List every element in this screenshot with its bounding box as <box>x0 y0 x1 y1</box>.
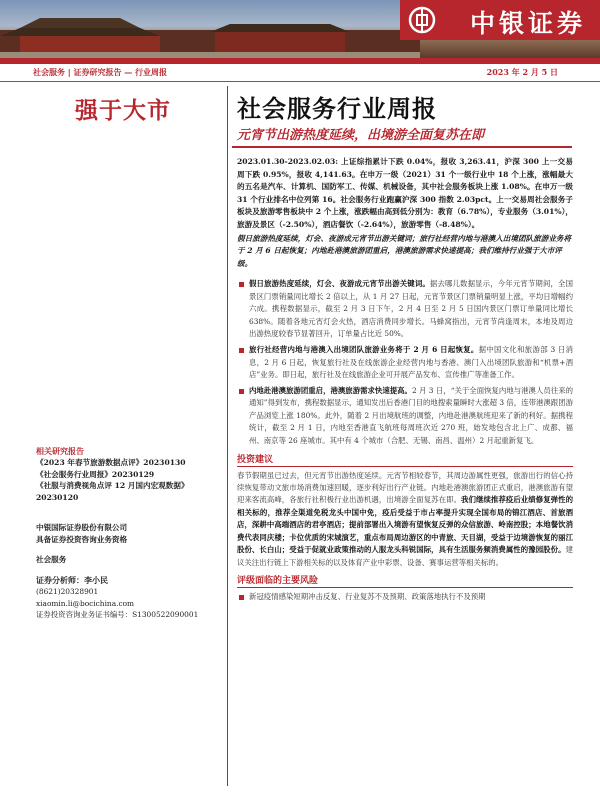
bullet-square-icon <box>239 282 244 287</box>
breadcrumb: 社会服务 | 证券研究报告 — 行业周报 <box>33 68 168 77</box>
invest-key: 我们继续推荐疫后业绩修复弹性的相关标的，推荐全渠道免税龙头中国中免，疫后受益于市占率提升实现全国布局的锦江酒店、首旅酒店，深耕中高端酒店的君亭酒店；提前部署出入境游有望恢复反弹的众信旅游、岭南控股；本地餐饮消费代表同庆楼；卡位优质的宋城演艺，重点布局周边游区的中青旅、天目湖，受益于边境游恢复的丽江股份、长白山；受益于促就业政策推动的人服龙头科锐国际，具有生活服务频消费属性的豫园股份。 <box>237 495 573 555</box>
brand-name: 中银证券 <box>469 9 586 38</box>
analyst-cert: 证券投资咨询业务证书编号：S1300522090001 <box>36 610 199 619</box>
list-item <box>237 278 573 341</box>
palace-image <box>0 0 420 58</box>
related-report-link[interactable]: 《社服与消费视角点评 12 月国内宏观数据》20230120 <box>36 481 189 502</box>
analyst-label: 证券分析师：李小民 <box>36 574 108 585</box>
sector-label: 社会服务 <box>36 555 67 564</box>
title-rule <box>232 146 572 148</box>
analyst-phone: (8621)20328901 <box>36 587 99 596</box>
company-name: 中银国际证券股份有限公司 <box>36 523 128 532</box>
risk-text: 新冠疫情感染短期冲击反复、行业复苏不及预期、政策落地执行不及预期 <box>249 591 486 601</box>
bullet-text: 据去哪儿数据显示，今年元宵节期间，全国景区门票销量同比增长 2 倍以上，从 1 月 27 日起，元宵节景区门票销量明显上涨，平均日增幅约六成。携程数据显示，截至 2 月 3 日下午，2 月 4 日至 2 月 5 日国内景区门票订单量同比增长 638%。随着各地元宵灯会火热，酒店消费同步增长。马蜂窝指出，元宵节尚逢周末，本地及周边出游热度较春节显著回升，订单量占比近 50%。 <box>249 278 573 339</box>
company-info <box>36 522 221 621</box>
invest-text-b: 建议关注出行链上下游相关标的以及体育产业中彩票、设备、赛事运营等相关标的。 <box>237 545 573 567</box>
key-points: 假日旅游热度延续，灯会、夜游成元宵节出游关键词；旅行社经营内地与港澳入出境团队旅游业务将于 2 月 6 日起恢复；内地赴港澳旅游团重启，港澳旅游需求快速提高；我们维持行业强于大市评级。 <box>237 233 572 268</box>
related-report-link[interactable]: 《社会服务行业周报》20230129 <box>36 469 155 479</box>
bullet-square-icon <box>239 389 244 394</box>
report-date: 2023 年 2 月 5 日 <box>486 67 558 77</box>
bank-logo-icon <box>408 6 436 34</box>
brand-block <box>400 0 600 40</box>
bullet-text: 2 月 3 日，“关于全面恢复内地与港澳人员往来的通知”得到发布，携程数据显示，通知发出后香港门目的地搜索量瞬时大涨超 3 倍，连带港澳跟团游产品浏览上涨 180%。此外，随着 2 月出境航班的调整，内地赴港澳航班迎来了新的利好。据携程统计，截至 2 月 1 日，内地至香港直飞航班每周班次近 270 班，始发地包含北上广、成都、福州、南京等 26 座城市。其中有 4 个城市（合肥、无锡、南昌、温州）2 月起重新复飞。 <box>249 385 573 446</box>
market-summary: 2023.01.30-2023.02.03: 上证综指累计下跌 0.04%，报收 3,263.41，沪深 300 上一交易周下跌 0.95%，报收 4,141.63。在申万一级（2021）31 个一级行业中 18 个上涨，涨幅最大的五名是汽车、计算机、国防军工、传媒、机械设备，其中社会服务板块上涨 1.08%。在申万一级 31 个行业排名中位列第 16。社会服务行业跑赢沪深 300 指数 2.03pct。上一交易周社会服务子板块及旅游零售板块中 2 个上涨，涨跌幅由高到低分别为：教育（6.78%），专业服务（3.01%），旅游及景区（-2.50%），酒店餐饮（-2.64%），旅游零售（-8.48%）。 <box>237 157 573 229</box>
list-item <box>237 591 573 604</box>
bullet-square-icon <box>239 595 244 600</box>
list-item <box>237 344 573 382</box>
bullet-key: 假日旅游热度延续，灯会、夜游成元宵节出游关键词。 <box>249 278 430 288</box>
bullet-text: 据中国文化和旅游部 3 日消息，2 月 6 日起，恢复旅行社及在线旅游企业经营内地与香港、澳门入出境团队旅游和“机票+酒店”业务。即日起，旅行社及在线旅游企业可开展产品发布、宣传推广等准备工作。 <box>249 344 573 380</box>
report-meta-bar <box>0 64 600 82</box>
related-heading: 相关研究报告 <box>36 446 84 456</box>
list-item <box>237 385 573 448</box>
column-divider <box>227 86 228 786</box>
page-title: 社会服务行业周报 <box>237 94 437 123</box>
related-report-link[interactable]: 《2023 年春节旅游数据点评》20230130 <box>36 458 186 467</box>
invest-text <box>237 470 573 569</box>
invest-heading: 投资建议 <box>237 452 573 467</box>
header-banner <box>0 0 600 58</box>
bullet-key: 内地赴港澳旅游团重启，港澳旅游需求快速提高。 <box>249 385 412 395</box>
bullet-square-icon <box>239 348 244 353</box>
rating-label: 强于大市 <box>75 97 171 124</box>
bullet-key: 旅行社经营内地与港澳入出境团队旅游业务将于 2 月 6 日起恢复。 <box>249 344 479 354</box>
analyst-email[interactable]: xiaomin.li@bocichina.com <box>36 598 135 608</box>
related-reports <box>36 446 221 503</box>
risk-heading: 评级面临的主要风险 <box>237 573 573 588</box>
page-subtitle: 元宵节出游热度延续，出境游全面复苏在即 <box>237 128 485 143</box>
main-column <box>237 156 573 604</box>
invest-text-a: 春节假期虽已过去，但元宵节出游热度延续。元宵节相较春节，其周边游属性更强，旅游出行的信心持续恢复带动文旅市场消费加速回暖，逐步利好出行产业链。内地赴港澳旅游团正式重启，港澳旅游有望迎来客流高峰，各旅行社积极行业出游机遇，出境游全面复苏在即。 <box>237 470 573 505</box>
license-text: 具备证券投资咨询业务资格 <box>36 534 128 544</box>
